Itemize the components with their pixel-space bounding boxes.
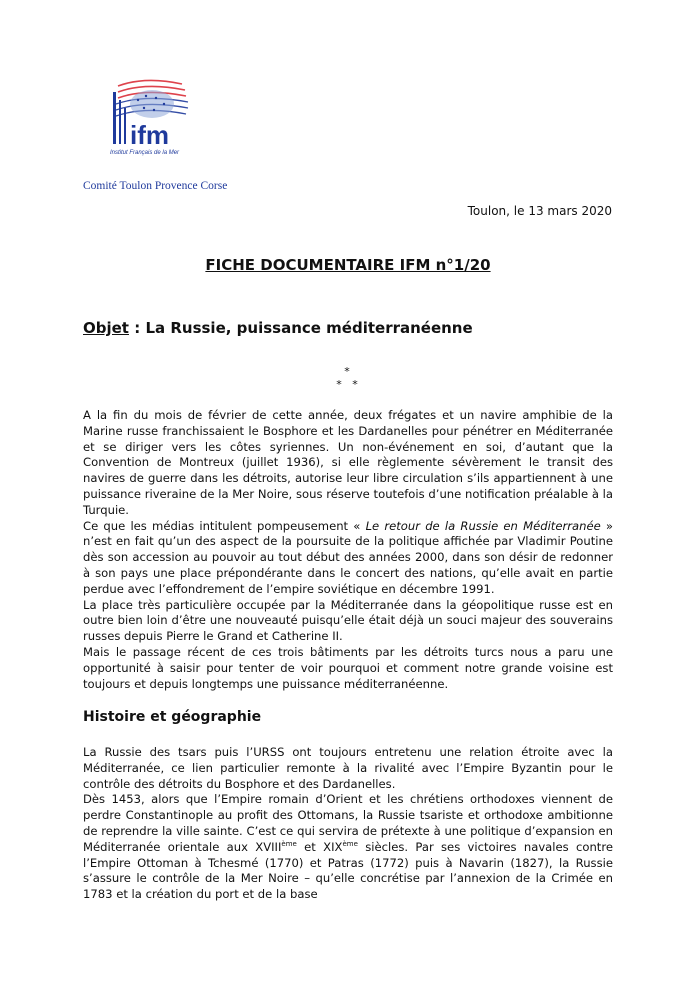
section-text	[83, 745, 613, 903]
intro-paragraph-3: La place très particulière occupée par la Méditerranée dans la géopolitique russe est en outre bien loin d’être une nouveauté puisqu’elle était déjà un souci majeur des souverains russes depuis Pierre le Grand et Catherine II.	[83, 597, 613, 644]
section-p2-a: Dès 1453, alors que l’Empire romain d’Orient et les chrétiens orthodoxes viennent de perdre Constantinople au profit des Ottomans, la Russie tsariste et orthodoxe ambitionne de reprendre la ville sainte. C’est ce qui servira de prétexte à une politique d’expansion en Méditerranée orientale aux XVIII	[83, 792, 613, 854]
superscript-2: ème	[342, 839, 358, 848]
document-title: FICHE DOCUMENTAIRE IFM n°1/20	[205, 256, 491, 274]
logo-tagline: Institut Français de la Mer	[110, 150, 180, 156]
intro-p2-end: » n’est en fait qu’un des aspect de la poursuite de la politique affichée par Vladimir Poutine dès son accession au pouvoir au tout début des années 2000, dans son désir de redonner à son pays une place prépondérante dans le concert des nations, qu’elle avait en partie perdue avec l’effondrement de l’empire soviétique en décembre 1991.	[83, 518, 614, 596]
superscript-1: ème	[281, 839, 297, 848]
section-paragraph-1: La Russie des tsars puis l’URSS ont toujours entretenu une relation étroite avec la Méditerranée, ce lien particulier remonte à la rivalité avec l’Empire Byzantin pour le contrôle des détroits du Bosphore et des Dardanelles.	[83, 745, 613, 791]
separator-stars	[322, 365, 372, 391]
stars-line-1: *	[344, 365, 350, 378]
section-heading: Histoire et géographie	[83, 709, 262, 725]
section-p2-c: siècles. Par ses victoires navales contre l’Empire Ottoman à Tchesmé (1770) et Patras (1772) puis à Navarin (1827), la Russie s’assure le contrôle de la Mer Noire – qu’elle concrétise par l’annexion de la Crimée en 1783 et la création du port et de la base	[83, 839, 613, 902]
intro-p2-start: Ce que les médias intitulent pompeusement «	[83, 518, 366, 533]
objet-label: Objet	[83, 319, 129, 337]
stars-line-2: * *	[336, 378, 358, 391]
intro-text	[83, 408, 613, 692]
objet-separator: :	[128, 319, 146, 337]
intro-paragraph-1: A la fin du mois de février de cette année, deux frégates et un navire amphibie de la Marine russe franchissaient le Bosphore et les Dardanelles pour pénétrer en Méditerranée et se diriger vers les côtes syriennes. Un non-événement en soi, d’autant que la Convention de Montreux (juillet 1936), si elle règlemente sévèrement le transit des navires de guerre dans les détroits, autorise leur libre circulation s’ils appartiennent à une puissance riveraine de la Mer Noire, sous réserve toutefois d’une notification préalable à la Turquie.	[83, 408, 613, 517]
document-date: Toulon, le 13 mars 2020	[467, 204, 612, 218]
comite-label: Comité Toulon Provence Corse	[83, 180, 228, 192]
intro-paragraph-4: Mais le passage récent de ces trois bâtiments par les détroits turcs nous a paru une opportunité à saisir pour tenter de voir pourquoi et comment notre grande voisine est toujours et depuis longtemps une puissance méditerranéenne.	[83, 644, 613, 691]
logo-wordmark: ifm	[130, 120, 169, 150]
section-paragraph-2	[83, 792, 613, 903]
intro-paragraph-2	[83, 519, 613, 598]
objet-line	[83, 319, 473, 337]
objet-text: La Russie, puissance méditerranéenne	[145, 319, 473, 337]
intro-p2-italic: Le retour de la Russie en Méditerranée	[365, 518, 601, 533]
section-p2-b: et XIX	[296, 839, 343, 854]
